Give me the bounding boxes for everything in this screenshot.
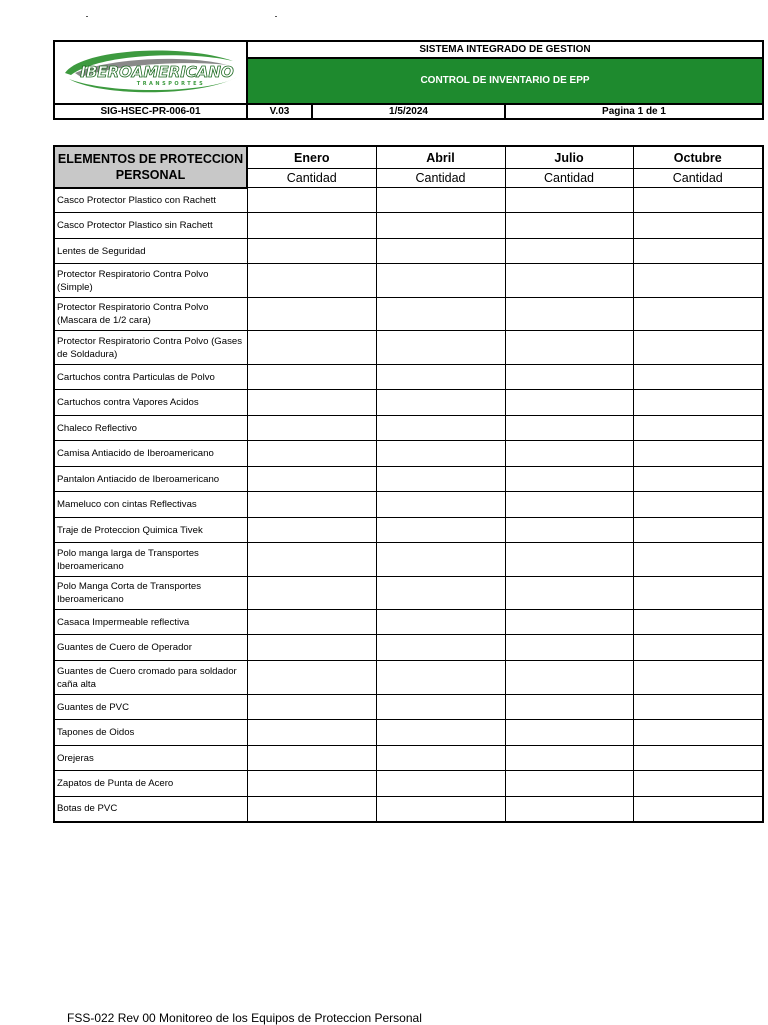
quantity-cell[interactable] — [376, 771, 505, 797]
quantity-cell[interactable] — [376, 213, 505, 239]
table-row — [54, 518, 763, 543]
quantity-cell[interactable] — [505, 518, 633, 543]
table-row — [54, 543, 763, 577]
quantity-cell[interactable] — [376, 467, 505, 492]
table-row — [54, 635, 763, 661]
item-label: Casco Protector Plastico con Rachett — [54, 188, 247, 213]
month-header: Octubre — [633, 146, 763, 169]
document-date: 1/5/2024 — [312, 104, 505, 119]
quantity-cell[interactable] — [247, 720, 376, 746]
quantity-cell[interactable] — [505, 298, 633, 331]
item-label: Botas de PVC — [54, 797, 247, 822]
quantity-cell[interactable] — [633, 746, 763, 771]
quantity-cell[interactable] — [505, 720, 633, 746]
quantity-cell[interactable] — [247, 365, 376, 390]
iberoamericano-logo-icon — [61, 43, 241, 99]
quantity-cell[interactable] — [505, 661, 633, 695]
quantity-cell[interactable] — [247, 695, 376, 720]
item-label: Guantes de PVC — [54, 695, 247, 720]
quantity-cell[interactable] — [376, 518, 505, 543]
quantity-cell[interactable] — [247, 331, 376, 365]
quantity-cell[interactable] — [247, 797, 376, 822]
item-label: Cartuchos contra Vapores Acidos — [54, 390, 247, 416]
table-row — [54, 416, 763, 441]
item-label: Chaleco Reflectivo — [54, 416, 247, 441]
items-column-header: ELEMENTOS DE PROTECCION PERSONAL — [54, 146, 247, 188]
quantity-header: Cantidad — [633, 169, 763, 188]
quantity-cell[interactable] — [505, 416, 633, 441]
table-row — [54, 771, 763, 797]
quantity-cell[interactable] — [505, 492, 633, 518]
item-label: Protector Respiratorio Contra Polvo (Mascara de 1/2 cara) — [54, 298, 247, 331]
item-label: Polo manga larga de Transportes Iberoamericano — [54, 543, 247, 577]
system-title: SISTEMA INTEGRADO DE GESTION — [247, 41, 763, 58]
quantity-cell[interactable] — [376, 298, 505, 331]
quantity-cell[interactable] — [633, 416, 763, 441]
quantity-cell[interactable] — [505, 543, 633, 577]
item-label: Lentes de Seguridad — [54, 239, 247, 264]
item-label: Pantalon Antiacido de Iberoamericano — [54, 467, 247, 492]
quantity-cell[interactable] — [247, 577, 376, 610]
quantity-cell[interactable] — [376, 635, 505, 661]
quantity-cell[interactable] — [247, 213, 376, 239]
quantity-cell[interactable] — [247, 441, 376, 467]
quantity-cell[interactable] — [376, 577, 505, 610]
item-label: Polo Manga Corta de Transportes Iberoamericano — [54, 577, 247, 610]
item-label: Guantes de Cuero de Operador — [54, 635, 247, 661]
table-row — [54, 695, 763, 720]
table-row — [54, 188, 763, 213]
quantity-cell[interactable] — [505, 213, 633, 239]
table-row — [54, 390, 763, 416]
quantity-cell[interactable] — [376, 441, 505, 467]
quantity-cell[interactable] — [376, 492, 505, 518]
quantity-cell[interactable] — [505, 239, 633, 264]
item-label: Camisa Antiacido de Iberoamericano — [54, 441, 247, 467]
quantity-cell[interactable] — [633, 543, 763, 577]
table-row — [54, 264, 763, 298]
quantity-cell[interactable] — [376, 610, 505, 635]
table-row — [54, 797, 763, 822]
quantity-cell[interactable] — [633, 188, 763, 213]
quantity-cell[interactable] — [247, 771, 376, 797]
table-row — [54, 239, 763, 264]
quantity-cell[interactable] — [247, 298, 376, 331]
quantity-cell[interactable] — [633, 720, 763, 746]
quantity-cell[interactable] — [376, 416, 505, 441]
quantity-cell[interactable] — [505, 390, 633, 416]
table-row — [54, 746, 763, 771]
quantity-cell[interactable] — [633, 518, 763, 543]
item-label: Casco Protector Plastico sin Rachett — [54, 213, 247, 239]
quantity-cell[interactable] — [247, 518, 376, 543]
item-label: Cartuchos contra Particulas de Polvo — [54, 365, 247, 390]
quantity-cell[interactable] — [247, 390, 376, 416]
table-row — [54, 720, 763, 746]
quantity-cell[interactable] — [376, 661, 505, 695]
table-row — [54, 577, 763, 610]
month-header: Enero — [247, 146, 376, 169]
table-row — [54, 467, 763, 492]
quantity-cell[interactable] — [633, 239, 763, 264]
quantity-cell[interactable] — [376, 797, 505, 822]
quantity-cell[interactable] — [247, 610, 376, 635]
item-label: Casaca Impermeable reflectiva — [54, 610, 247, 635]
quantity-cell[interactable] — [505, 610, 633, 635]
quantity-cell[interactable] — [376, 695, 505, 720]
quantity-cell[interactable] — [505, 467, 633, 492]
quantity-cell[interactable] — [376, 365, 505, 390]
quantity-cell[interactable] — [633, 661, 763, 695]
logo-tagline: TRANSPORTES — [136, 81, 205, 87]
month-header: Julio — [505, 146, 633, 169]
quantity-cell[interactable] — [247, 746, 376, 771]
document-header — [53, 40, 764, 120]
quantity-cell[interactable] — [633, 365, 763, 390]
quantity-cell[interactable] — [247, 492, 376, 518]
form-title: CONTROL DE INVENTARIO DE EPP — [247, 58, 763, 104]
quantity-cell[interactable] — [633, 695, 763, 720]
quantity-cell[interactable] — [633, 610, 763, 635]
quantity-cell[interactable] — [376, 331, 505, 365]
quantity-cell[interactable] — [505, 695, 633, 720]
quantity-cell[interactable] — [633, 298, 763, 331]
quantity-cell[interactable] — [505, 188, 633, 213]
quantity-cell[interactable] — [247, 239, 376, 264]
quantity-cell[interactable] — [633, 492, 763, 518]
item-label: Orejeras — [54, 746, 247, 771]
quantity-header: Cantidad — [505, 169, 633, 188]
epp-inventory-table — [53, 145, 764, 823]
quantity-cell[interactable] — [633, 441, 763, 467]
page-number: Pagina 1 de 1 — [505, 104, 763, 119]
scan-mark — [275, 16, 277, 17]
table-row — [54, 661, 763, 695]
quantity-cell[interactable] — [247, 661, 376, 695]
quantity-cell[interactable] — [505, 264, 633, 298]
quantity-cell[interactable] — [376, 239, 505, 264]
quantity-cell[interactable] — [633, 213, 763, 239]
table-row — [54, 365, 763, 390]
quantity-header: Cantidad — [247, 169, 376, 188]
quantity-cell[interactable] — [505, 441, 633, 467]
quantity-cell[interactable] — [247, 543, 376, 577]
item-label: Zapatos de Punta de Acero — [54, 771, 247, 797]
quantity-cell[interactable] — [247, 467, 376, 492]
quantity-cell[interactable] — [376, 720, 505, 746]
quantity-cell[interactable] — [633, 577, 763, 610]
quantity-cell[interactable] — [247, 188, 376, 213]
document-version: V.03 — [247, 104, 312, 119]
quantity-cell[interactable] — [505, 797, 633, 822]
quantity-cell[interactable] — [247, 416, 376, 441]
quantity-cell[interactable] — [505, 771, 633, 797]
quantity-cell[interactable] — [633, 264, 763, 298]
quantity-cell[interactable] — [633, 635, 763, 661]
quantity-cell[interactable] — [376, 543, 505, 577]
item-label: Tapones de Oidos — [54, 720, 247, 746]
table-row — [54, 492, 763, 518]
quantity-cell[interactable] — [505, 365, 633, 390]
logo-brand: IBEROAMERICANO — [79, 63, 234, 81]
quantity-cell[interactable] — [376, 188, 505, 213]
quantity-cell[interactable] — [633, 331, 763, 365]
quantity-cell[interactable] — [633, 390, 763, 416]
quantity-cell[interactable] — [633, 797, 763, 822]
item-label: Mameluco con cintas Reflectivas — [54, 492, 247, 518]
quantity-cell[interactable] — [376, 746, 505, 771]
quantity-cell[interactable] — [505, 331, 633, 365]
quantity-cell[interactable] — [247, 264, 376, 298]
quantity-cell[interactable] — [376, 264, 505, 298]
quantity-cell[interactable] — [505, 746, 633, 771]
footer-note: FSS-022 Rev 00 Monitoreo de los Equipos de Proteccion Personal — [67, 1011, 422, 1025]
table-row — [54, 610, 763, 635]
table-row — [54, 441, 763, 467]
table-row — [54, 213, 763, 239]
table-row — [54, 298, 763, 331]
quantity-cell[interactable] — [247, 635, 376, 661]
quantity-header: Cantidad — [376, 169, 505, 188]
month-header: Abril — [376, 146, 505, 169]
company-logo — [54, 41, 247, 104]
document-code: SIG-HSEC-PR-006-01 — [54, 104, 247, 119]
quantity-cell[interactable] — [505, 577, 633, 610]
quantity-cell[interactable] — [376, 390, 505, 416]
quantity-cell[interactable] — [505, 635, 633, 661]
item-label: Guantes de Cuero cromado para soldador caña alta — [54, 661, 247, 695]
quantity-cell[interactable] — [633, 467, 763, 492]
scan-mark — [86, 16, 88, 17]
item-label: Traje de Proteccion Quimica Tivek — [54, 518, 247, 543]
item-label: Protector Respiratorio Contra Polvo (Simple) — [54, 264, 247, 298]
quantity-cell[interactable] — [633, 771, 763, 797]
table-row — [54, 331, 763, 365]
item-label: Protector Respiratorio Contra Polvo (Gases de Soldadura) — [54, 331, 247, 365]
